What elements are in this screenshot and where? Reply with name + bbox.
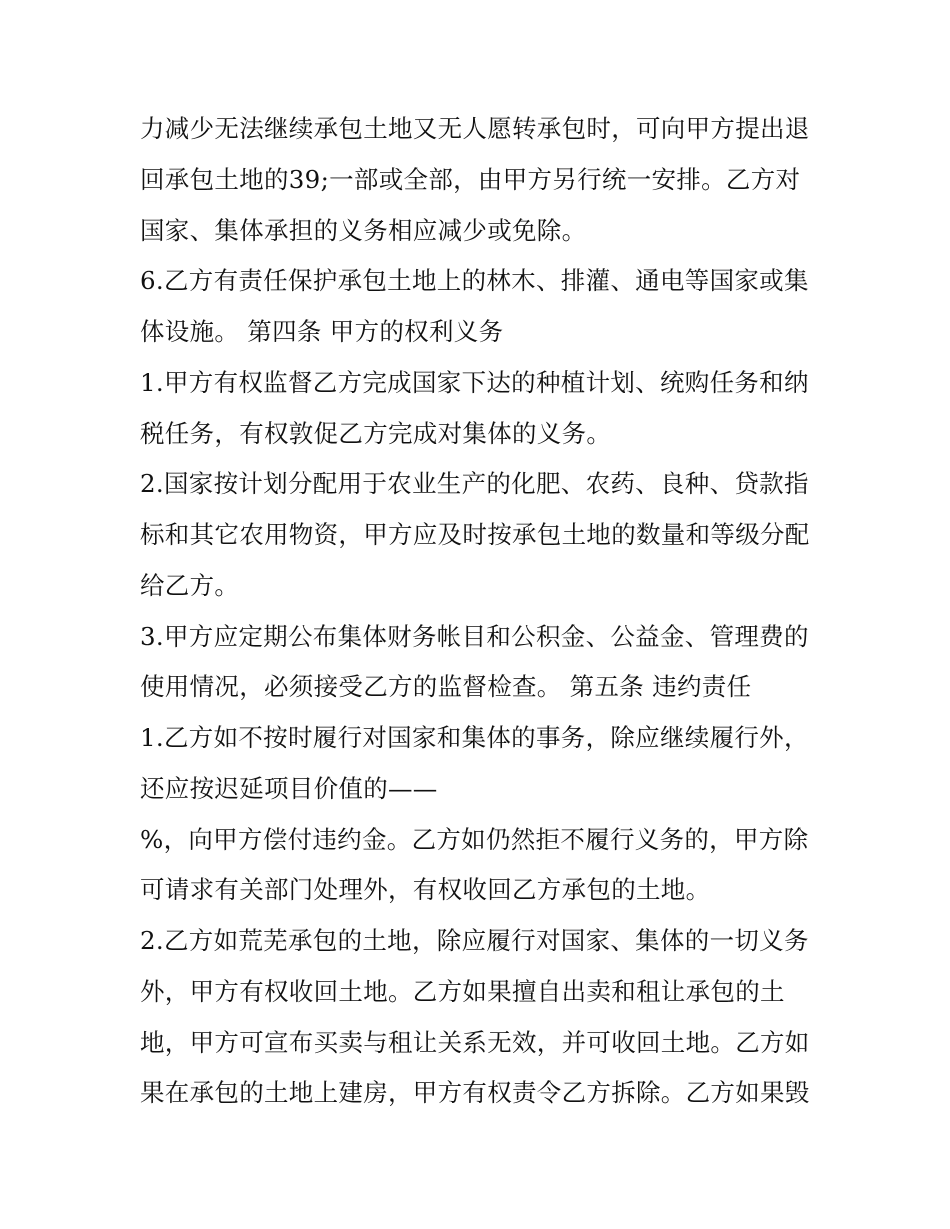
text-line: 2.国家按计划分配用于农业生产的化肥、农药、良种、贷款指 <box>140 469 809 499</box>
text-line: 可请求有关部门处理外，有权收回乙方承包的土地。 <box>140 875 711 905</box>
text-line: 给乙方。 <box>140 570 240 600</box>
text-line: 1.乙方如不按时履行对国家和集体的事务，除应继续履行外， <box>140 723 809 752</box>
text-line: 1.甲方有权监督乙方完成国家下达的种植计划、统购任务和纳 <box>140 367 809 397</box>
text-line: 税任务，有权敦促乙方完成对集体的义务。 <box>140 418 612 448</box>
text-line: 3.甲方应定期公布集体财务帐目和公积金、公益金、管理费的 <box>140 621 809 651</box>
text-line: 回承包土地的39;一部或全部，由甲方另行统一安排。乙方对 <box>140 164 801 194</box>
text-line: 外，甲方有权收回土地。乙方如果擅自出卖和租让承包的土 <box>140 976 785 1006</box>
document-body <box>140 104 820 1119</box>
text-line: %，向甲方偿付违约金。乙方如仍然拒不履行义务的，甲方除 <box>140 824 809 854</box>
text-line: 果在承包的土地上建房，甲方有权责令乙方拆除。乙方如果毁 <box>140 1078 810 1108</box>
text-line: 6.乙方有责任保护承包土地上的林木、排灌、通电等国家或集 <box>140 266 809 296</box>
text-line: 2.乙方如荒芜承包的土地，除应履行对国家、集体的一切义务 <box>140 926 809 955</box>
text-line: 力减少无法继续承包土地又无人愿转承包时，可向甲方提出退 <box>140 114 810 143</box>
text-line: 国家、集体承担的义务相应减少或免除。 <box>140 215 587 245</box>
text-line: 地，甲方可宣布买卖与租让关系无效，并可收回土地。乙方如 <box>140 1027 810 1057</box>
text-line: 还应按迟延项目价值的—— <box>140 773 438 803</box>
text-line: 标和其它农用物资，甲方应及时按承包土地的数量和等级分配 <box>140 520 810 549</box>
text-line: 使用情况，必须接受乙方的监督检查。 第五条 违约责任 <box>140 672 752 702</box>
text-line: 体设施。 第四条 甲方的权利义务 <box>140 317 504 346</box>
